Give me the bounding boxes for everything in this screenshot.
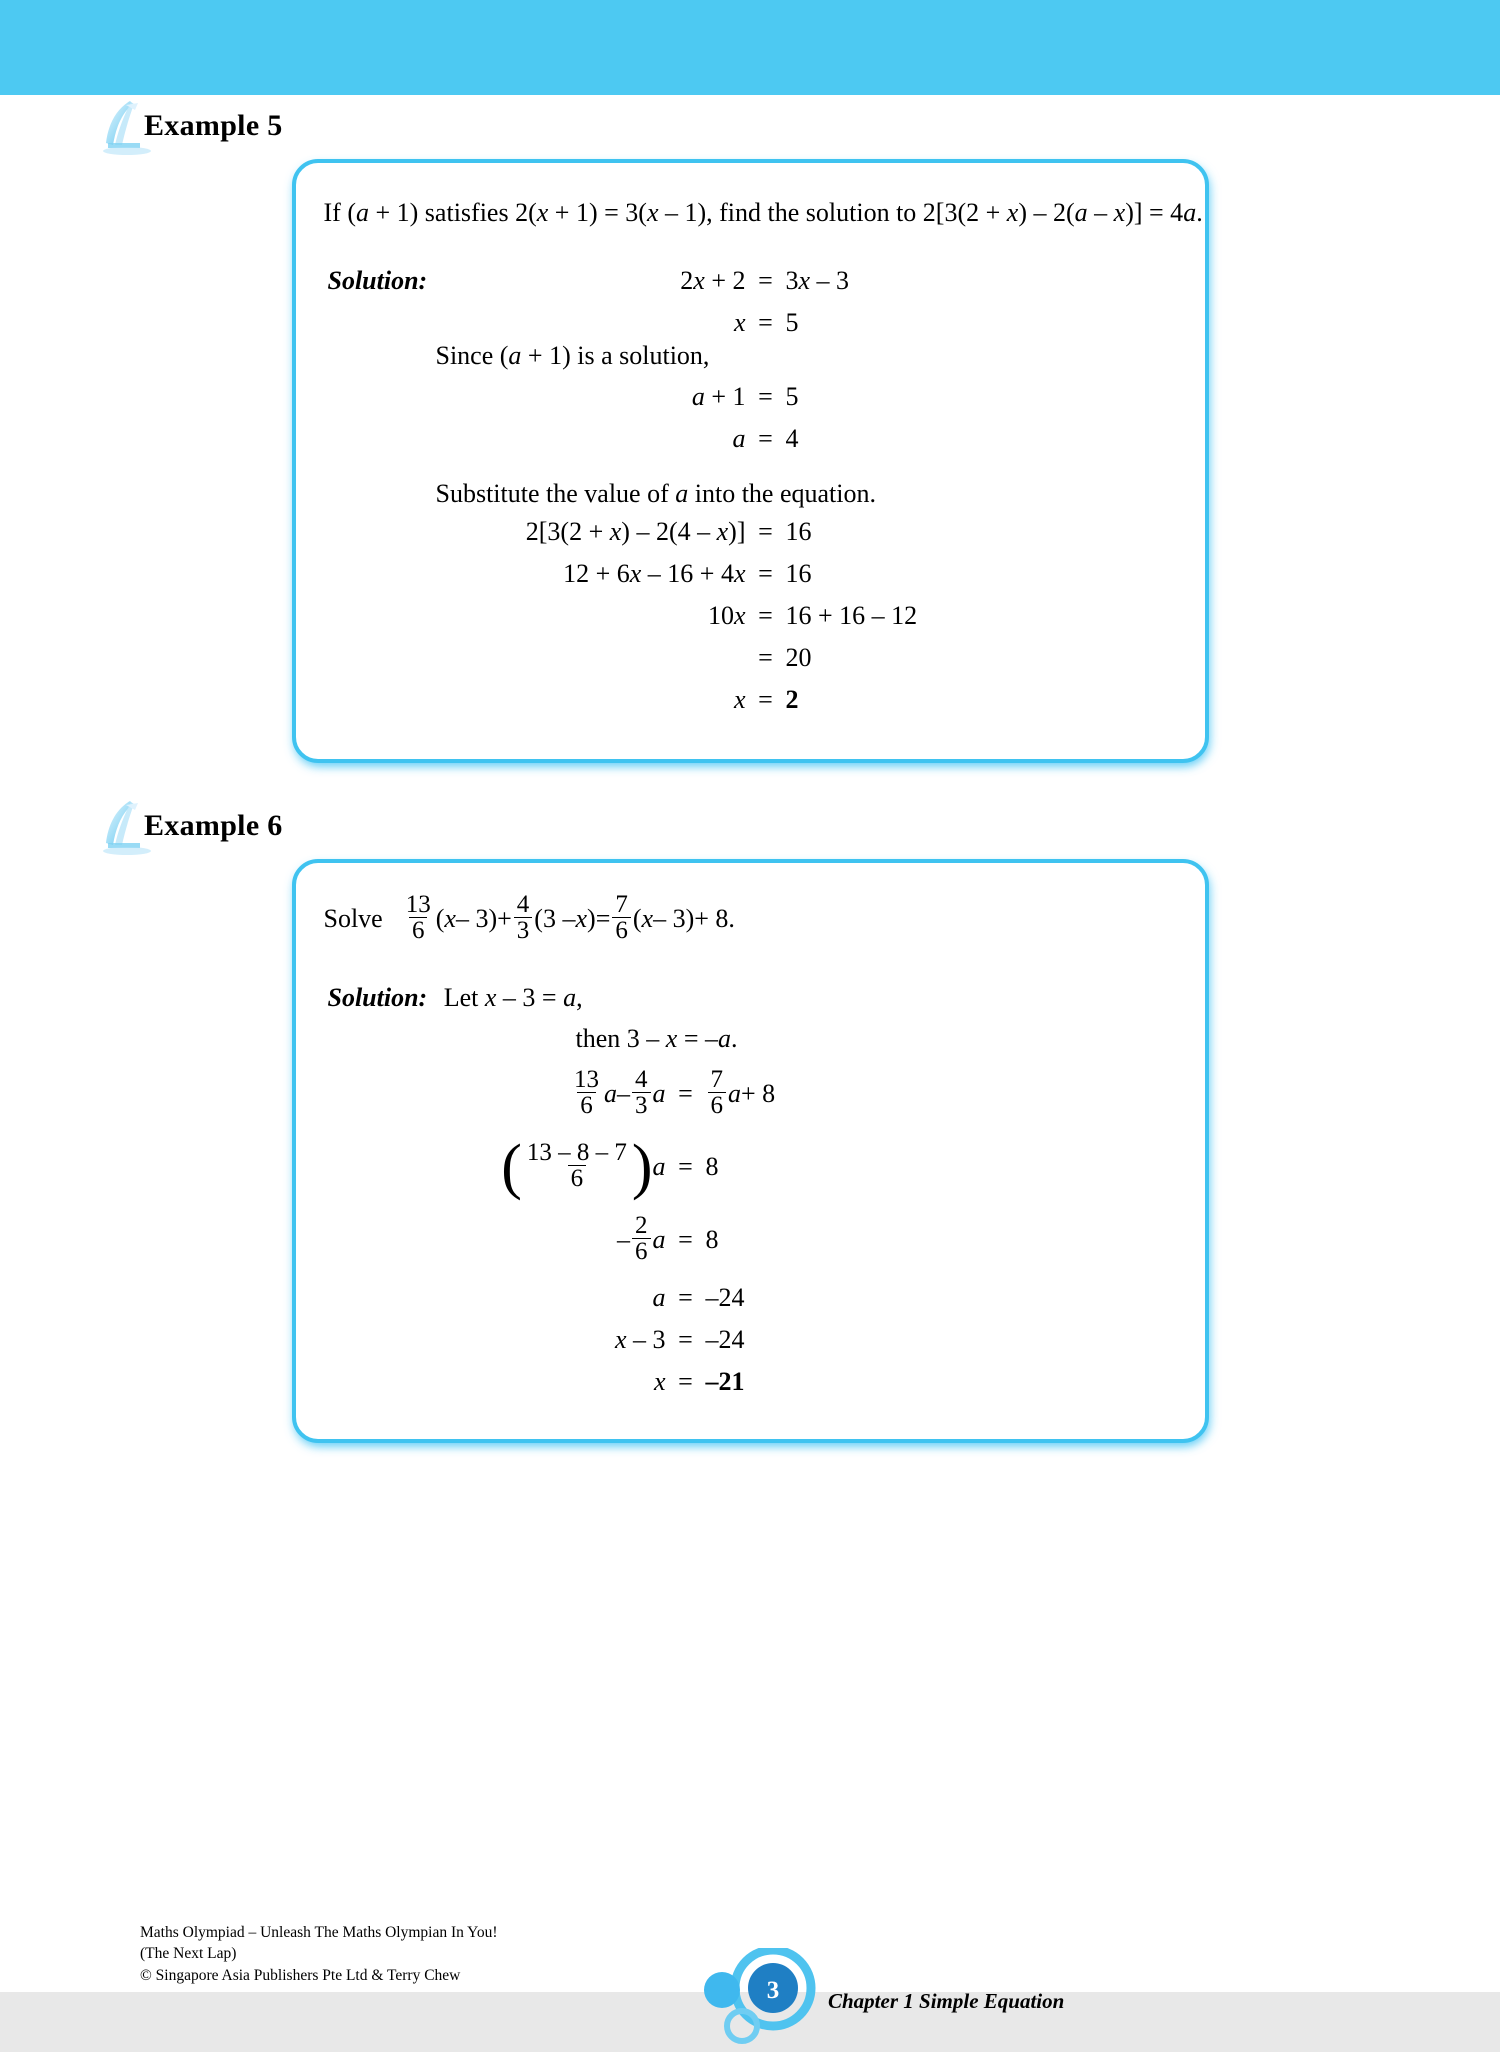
term-text: – 3) bbox=[653, 903, 695, 933]
var-x: x bbox=[629, 558, 642, 588]
top-banner bbox=[0, 0, 1500, 95]
term-text: (3 – bbox=[534, 903, 576, 933]
equation-rhs: 16 bbox=[785, 558, 812, 588]
rhs-pre: 5 bbox=[785, 308, 799, 338]
equation-rhs: 20 bbox=[785, 642, 812, 672]
problem-text: + 1) satisfies 2( bbox=[368, 198, 537, 227]
var-x: x bbox=[693, 266, 705, 296]
fraction-13-6 bbox=[403, 892, 434, 943]
fraction-4-3 bbox=[632, 1067, 651, 1118]
var-x: x bbox=[733, 600, 746, 630]
numerator: 7 bbox=[615, 890, 628, 918]
var-x: x bbox=[609, 516, 622, 546]
since-pre: Since ( bbox=[435, 341, 509, 371]
var-a: a bbox=[508, 341, 522, 371]
equation-lhs bbox=[596, 308, 746, 338]
fraction-4-3 bbox=[514, 892, 533, 943]
then-mid: = – bbox=[677, 1024, 718, 1054]
example-6-answer-row bbox=[436, 1367, 1205, 1397]
numerator: 13 bbox=[405, 890, 431, 918]
page-number: 3 bbox=[766, 1977, 780, 2004]
equation-lhs bbox=[596, 266, 746, 296]
equation-lhs bbox=[436, 1367, 666, 1397]
fraction-expression bbox=[524, 1140, 630, 1191]
var-a: a bbox=[691, 381, 705, 411]
equals-sign: = bbox=[678, 1151, 693, 1181]
equation-rhs: 8 bbox=[705, 1224, 719, 1254]
footer-line-3: © Singapore Asia Publishers Pte Ltd & Terry Chew bbox=[140, 1966, 461, 1984]
var-x: x bbox=[575, 903, 588, 933]
equation-lhs bbox=[436, 601, 746, 631]
equation-rhs: 4 bbox=[785, 423, 799, 453]
numerator: 4 bbox=[635, 1066, 648, 1094]
var-a: a bbox=[732, 423, 746, 453]
var-x: x bbox=[1006, 198, 1019, 227]
fraction-7-6 bbox=[612, 892, 631, 943]
lhs-post: – 3 bbox=[626, 1325, 666, 1355]
minus-sign: – bbox=[617, 1224, 630, 1254]
equals-sign: = bbox=[758, 381, 773, 411]
equals-sign: = bbox=[758, 516, 773, 546]
equation-lhs bbox=[436, 1283, 666, 1313]
var-a: a bbox=[652, 1151, 666, 1181]
lhs-pre: 2 bbox=[680, 266, 694, 296]
chapter-label: Chapter 1 Simple Equation bbox=[828, 1989, 1065, 2013]
denominator: 6 bbox=[612, 917, 631, 943]
example-6-neg-equation bbox=[436, 1214, 1205, 1265]
var-a: a bbox=[604, 1078, 617, 1108]
equals-sign: = bbox=[678, 1367, 693, 1397]
equation-rhs bbox=[706, 1068, 776, 1119]
var-a: a bbox=[355, 198, 369, 227]
then-post: . bbox=[730, 1024, 738, 1054]
var-a: a bbox=[675, 478, 689, 508]
equation-lhs bbox=[436, 685, 746, 715]
equation-rhs: –24 bbox=[705, 1283, 745, 1313]
equals-sign: = bbox=[758, 423, 773, 453]
example-5-problem bbox=[324, 199, 1205, 226]
denominator: 6 bbox=[568, 1165, 587, 1191]
problem-text: – 1), find the solution to 2[3(2 + bbox=[658, 198, 1007, 227]
equation-row bbox=[436, 1325, 1205, 1355]
equation-row bbox=[436, 601, 1205, 631]
paren-close: ) bbox=[587, 903, 596, 933]
numerator: 13 bbox=[574, 1066, 599, 1094]
example-5-substitute-line bbox=[436, 480, 1205, 507]
equals-sign: = bbox=[758, 558, 773, 588]
lhs-post: )] bbox=[728, 516, 746, 546]
denominator: 6 bbox=[409, 917, 428, 943]
denominator: 6 bbox=[632, 1238, 651, 1264]
equation-lhs bbox=[436, 1068, 666, 1119]
let-mid: – 3 = bbox=[496, 982, 564, 1012]
equation-lhs bbox=[436, 517, 746, 547]
example-5-title: Example 5 bbox=[144, 109, 283, 142]
lhs-pre: 2[3(2 + bbox=[525, 516, 610, 546]
problem-text: ) – 2( bbox=[1018, 198, 1075, 227]
let-post: , bbox=[576, 982, 583, 1012]
equation-lhs bbox=[596, 382, 746, 412]
example-6-then-line bbox=[576, 1025, 1205, 1052]
equation-lhs bbox=[436, 1325, 666, 1355]
term-text: – 3) bbox=[455, 903, 498, 933]
numerator: 2 bbox=[635, 1212, 648, 1240]
equation-lhs bbox=[436, 1214, 666, 1265]
lhs-pre: 10 bbox=[707, 600, 734, 630]
equation-lhs bbox=[436, 1133, 666, 1202]
footer-line-2: (The Next Lap) bbox=[140, 1945, 237, 1963]
equation-rhs bbox=[786, 266, 850, 296]
var-x: x bbox=[1113, 198, 1126, 227]
lhs-post: + 2 bbox=[704, 266, 746, 296]
lhs-mid: ) – 2(4 – bbox=[621, 516, 717, 546]
fraction-7-6 bbox=[708, 1067, 727, 1118]
equation-rhs bbox=[786, 308, 799, 338]
lhs-mid: – 16 + 4 bbox=[641, 558, 734, 588]
substitute-post: into the equation. bbox=[688, 478, 876, 508]
problem-text: – bbox=[1087, 198, 1114, 227]
equals-sign: = bbox=[678, 1078, 693, 1108]
denominator: 3 bbox=[632, 1092, 651, 1118]
numerator: 7 bbox=[710, 1066, 723, 1094]
example-6-answer-value: –21 bbox=[705, 1367, 745, 1397]
equals-sign: = bbox=[758, 266, 773, 296]
problem-text: )] = 4 bbox=[1125, 198, 1184, 227]
paren-open: ( bbox=[435, 903, 445, 933]
rhs-post: – 3 bbox=[810, 266, 850, 296]
numerator: 13 – 8 – 7 bbox=[526, 1139, 627, 1167]
var-x: x bbox=[665, 1024, 678, 1054]
example-6-heading bbox=[100, 807, 1500, 859]
tail-text: + 8. bbox=[694, 903, 735, 933]
rhs-pre: 3 bbox=[785, 266, 799, 296]
example-6-paren-equation bbox=[436, 1133, 1205, 1202]
paren-open: ( bbox=[632, 903, 642, 933]
var-a: a bbox=[652, 1283, 666, 1313]
var-x: x bbox=[646, 198, 659, 227]
footer-line-1: Maths Olympiad – Unleash The Maths Olympian In You! bbox=[140, 1923, 498, 1941]
example-5-heading bbox=[100, 107, 1500, 159]
fraction-2-6 bbox=[632, 1213, 651, 1264]
var-a: a bbox=[1074, 198, 1088, 227]
var-x: x bbox=[641, 903, 654, 933]
equation-row bbox=[596, 308, 850, 338]
var-a: a bbox=[652, 1224, 666, 1254]
example-5-solution-label: Solution: bbox=[327, 266, 428, 296]
fraction-13-6 bbox=[571, 1067, 602, 1118]
var-x: x bbox=[733, 684, 746, 714]
var-x: x bbox=[733, 558, 746, 588]
equals-sign: = bbox=[758, 684, 773, 714]
example-6-problem bbox=[323, 890, 1205, 944]
tail-text: + 8 bbox=[741, 1078, 776, 1108]
equals-sign: = bbox=[678, 1283, 693, 1313]
equals-sign: = bbox=[758, 308, 773, 338]
page-content bbox=[0, 95, 1500, 1443]
example-6-solution-label: Solution: bbox=[327, 982, 428, 1012]
problem-text: If ( bbox=[323, 198, 356, 227]
var-a: a bbox=[563, 982, 577, 1012]
equals-sign: = bbox=[678, 1325, 693, 1355]
var-a: a bbox=[717, 1024, 731, 1054]
var-x: x bbox=[653, 1367, 666, 1397]
plus-sign: + bbox=[497, 903, 512, 933]
paren-open: ( bbox=[501, 1133, 522, 1202]
equals-sign: = bbox=[595, 903, 611, 933]
then-pre: then 3 – bbox=[575, 1024, 666, 1054]
example-6-solution-line bbox=[328, 984, 1205, 1011]
example-6-fraction-equation bbox=[436, 1068, 1205, 1119]
example-6-box bbox=[292, 859, 1209, 1444]
equation-rhs: 8 bbox=[705, 1151, 719, 1181]
problem-text: + 1) = 3( bbox=[548, 198, 647, 227]
paren-close: ) bbox=[631, 1133, 653, 1202]
equals-sign: = bbox=[758, 600, 773, 630]
equation-lhs bbox=[436, 559, 746, 589]
example-5-answer-value: 2 bbox=[785, 684, 799, 714]
equation-rhs: –24 bbox=[705, 1325, 745, 1355]
lhs-post: + 1 bbox=[704, 381, 746, 411]
denominator: 3 bbox=[514, 917, 533, 943]
equals-sign: = bbox=[758, 642, 773, 672]
minus-sign: – bbox=[617, 1078, 630, 1108]
equation-row bbox=[436, 517, 1205, 547]
equation-row bbox=[436, 559, 1205, 589]
var-x: x bbox=[484, 982, 497, 1012]
var-a: a bbox=[652, 1078, 666, 1108]
var-x: x bbox=[444, 903, 456, 933]
equation-rhs: 5 bbox=[785, 381, 799, 411]
var-x: x bbox=[716, 516, 729, 546]
equals-sign: = bbox=[678, 1224, 693, 1254]
example-5-answer-row bbox=[436, 685, 1205, 715]
var-a: a bbox=[728, 1078, 741, 1108]
equation-row bbox=[436, 1283, 1205, 1313]
lhs-pre: 12 + 6 bbox=[563, 558, 630, 588]
var-x: x bbox=[798, 266, 811, 296]
example-6-title: Example 6 bbox=[144, 808, 283, 842]
equation-rhs: 16 + 16 – 12 bbox=[785, 600, 918, 630]
var-x: x bbox=[614, 1325, 627, 1355]
footer-credits bbox=[140, 1922, 497, 1986]
example-5-box bbox=[292, 159, 1209, 763]
equation-row bbox=[596, 382, 1205, 412]
denominator: 6 bbox=[577, 1092, 596, 1118]
denominator: 6 bbox=[708, 1092, 727, 1118]
var-a: a bbox=[1183, 198, 1197, 227]
var-x: x bbox=[733, 308, 746, 338]
let-pre: Let bbox=[443, 982, 485, 1012]
since-post: + 1) is a solution, bbox=[521, 341, 710, 371]
problem-text: . bbox=[1196, 198, 1203, 227]
equation-lhs bbox=[596, 424, 746, 454]
example-5-since-line bbox=[436, 342, 1205, 369]
equation-row bbox=[596, 424, 1205, 454]
equation-rhs: 16 bbox=[785, 516, 812, 546]
equation-row bbox=[596, 266, 850, 296]
equation-row bbox=[436, 643, 1205, 673]
var-x: x bbox=[536, 198, 549, 227]
substitute-pre: Substitute the value of bbox=[435, 478, 676, 508]
numerator: 4 bbox=[516, 890, 530, 918]
solve-word: Solve bbox=[323, 903, 383, 933]
